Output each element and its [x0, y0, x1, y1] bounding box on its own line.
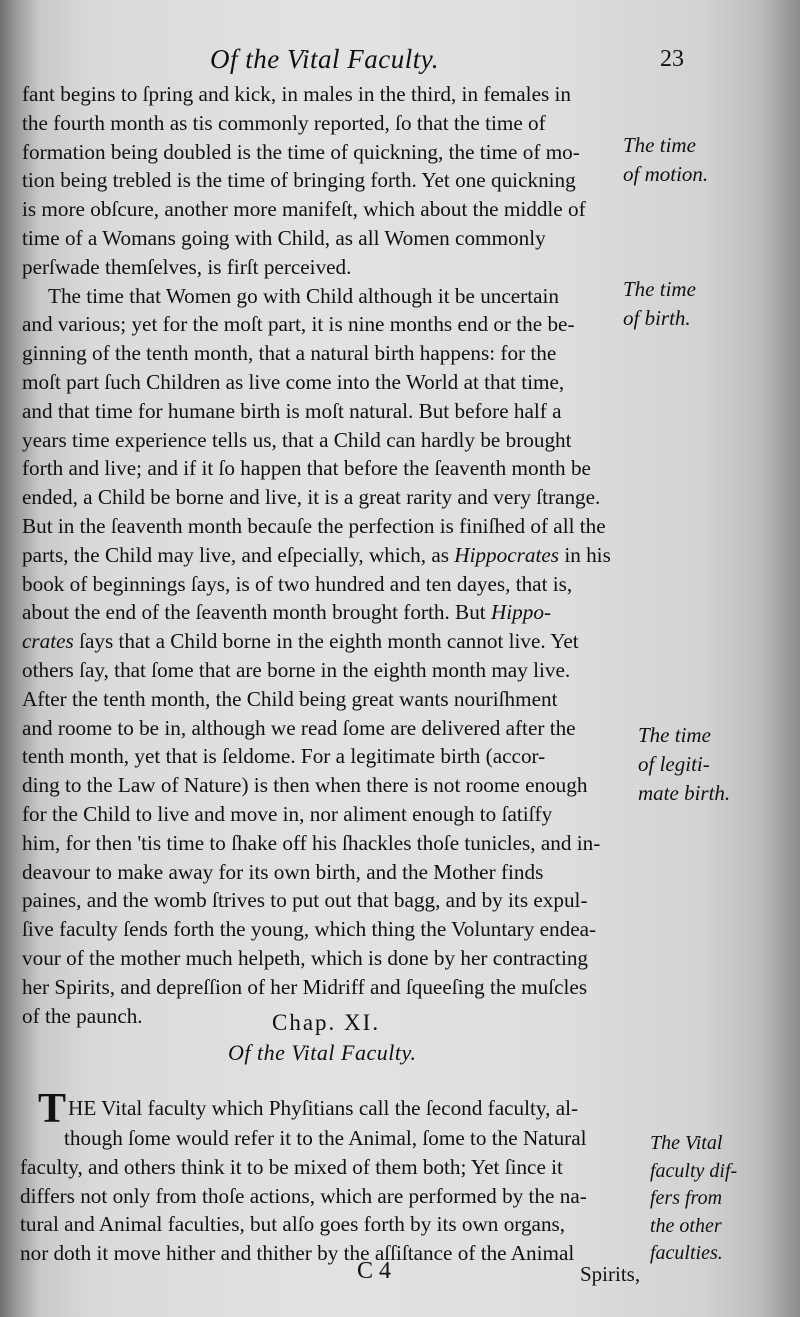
margin-note-time-of-motion	[623, 131, 708, 189]
margin-note-line: The time	[623, 277, 696, 301]
text-line: for the Child to live and move in, nor aliment enough to ſatiſfy	[22, 801, 553, 826]
margin-note-line: the other	[650, 1214, 722, 1237]
margin-note-time-of-birth	[623, 275, 696, 333]
page-number: 23	[660, 46, 684, 72]
text-line: and that time for humane birth is moſt natural. But before half a	[22, 398, 562, 423]
margin-note-line: faculties.	[650, 1242, 723, 1264]
text-line: and various; yet for the moſt part, it is nine months end or the be-	[22, 312, 575, 337]
text-segment: parts, the Child may live, and eſpecially, which, as	[22, 542, 449, 567]
text-line: is more obſcure, another more manifeſt, which about the middle of	[22, 197, 586, 222]
text-line: ding to the Law of Nature) is then when there is not roome enough	[22, 773, 588, 798]
margin-note-line: The time	[638, 723, 711, 747]
margin-note-line: The time	[623, 133, 696, 157]
margin-note-line: of motion.	[623, 161, 709, 186]
text-segment: in his	[559, 542, 611, 567]
text-line: paines, and the womb ſtrives to put out that bagg, and by its expul-	[22, 888, 588, 913]
signature-mark: C 4	[357, 1258, 392, 1284]
text-line: But in the ſeaventh month becauſe the perfection is finiſhed of all the	[22, 513, 606, 538]
text-line: time of a Womans going with Child, as all Women commonly	[22, 225, 546, 250]
text-line	[22, 541, 634, 570]
text-line	[38, 1086, 648, 1132]
text-line: tenth month, yet that is ſeldome. For a legitimate birth (accor-	[22, 744, 546, 769]
text-segment: HE Vital faculty which Phyſitians call the ſecond faculty, al-	[68, 1096, 579, 1120]
margin-note-line: fers from	[650, 1187, 723, 1209]
main-text-section-2	[20, 1086, 648, 1268]
text-line	[22, 627, 634, 656]
margin-note-legitimate-birth	[638, 721, 730, 807]
text-line: differs not only from thoſe actions, which are performed by the na-	[20, 1183, 587, 1208]
text-line: vour of the mother much helpeth, which is done by her contracting	[22, 945, 589, 970]
text-line: The time that Women go with Child although it be uncertain	[48, 283, 560, 308]
text-line: tion being trebled is the time of bringing forth. Yet one quickning	[22, 168, 576, 193]
chapter-subtitle: Of the Vital Faculty.	[228, 1040, 417, 1065]
text-line: others ſay, that ſome that are borne in the eighth month may live.	[22, 657, 571, 682]
text-line: ginning of the tenth month, that a natural birth happens: for the	[22, 341, 557, 366]
text-line: book of beginnings ſays, is of two hundred and ten dayes, that is,	[22, 571, 573, 596]
text-line: him, for then 'tis time to ſhake off his ſhackles thoſe tunicles, and in-	[22, 830, 601, 855]
text-line: tural and Animal faculties, but alſo goes forth by its own organs,	[20, 1212, 566, 1237]
catchword: Spirits,	[580, 1262, 641, 1286]
italic-name: Hippo-	[490, 600, 552, 625]
text-line: ended, a Child be borne and live, it is a great rarity and very ſtrange.	[22, 485, 601, 510]
text-line	[22, 598, 634, 627]
text-line: moſt part ſuch Children as live come into the World at that time,	[22, 369, 565, 394]
text-line: the fourth month as tis commonly reported, ſo that the time of	[22, 110, 546, 135]
text-line: formation being doubled is the time of quickning, the time of mo-	[22, 139, 580, 164]
text-line: of the paunch.	[22, 1003, 143, 1028]
margin-note-line: of legiti-	[638, 751, 710, 776]
text-line: ſive faculty ſends forth the young, which thing the Voluntary endea-	[22, 917, 597, 942]
italic-name: Hippocrates	[454, 542, 560, 567]
text-line: faculty, and others think it to be mixed of them both; Yet ſince it	[20, 1154, 563, 1179]
text-line: nor doth it move hither and thither by the aſſiſtance of the Animal	[20, 1241, 575, 1266]
margin-note-line: faculty dif-	[650, 1159, 738, 1182]
page-footer	[0, 1258, 800, 1298]
text-line: deavour to make away for its own birth, and the Mother finds	[22, 859, 544, 884]
running-title: Of the Vital Faculty.	[210, 44, 439, 74]
italic-name: crates	[22, 629, 74, 654]
margin-note-line: mate birth.	[638, 780, 731, 805]
drop-cap: T	[38, 1086, 67, 1132]
main-text-section-1	[22, 80, 634, 1030]
margin-note-line: The Vital	[650, 1132, 723, 1154]
text-line: her Spirits, and depreſſion of her Midriff and ſqueeſing the muſcles	[22, 974, 588, 999]
text-line: After the tenth month, the Child being great wants nouriſhment	[22, 686, 558, 711]
page-header	[0, 44, 800, 78]
text-line: perſwade themſelves, is firſt perceived.	[22, 254, 352, 279]
text-line: fant begins to ſpring and kick, in males in the third, in females in	[22, 82, 571, 106]
text-line: though ſome would refer it to the Animal, ſome to the Natural	[64, 1126, 587, 1150]
text-segment: ſays that a Child borne in the eighth month cannot live. Yet	[73, 629, 579, 654]
text-line: forth and live; and if it ſo happen that before the ſeaventh month be	[22, 456, 591, 481]
margin-note-line: of birth.	[623, 305, 691, 330]
text-line: years time experience tells us, that a Child can hardly be brought	[22, 427, 572, 452]
chapter-heading: Chap. XI.	[272, 1010, 381, 1035]
text-line: and roome to be in, although we read ſome are delivered after the	[22, 715, 576, 740]
text-segment: about the end of the ſeaventh month brought forth. But	[22, 600, 486, 625]
margin-note-vital-faculty	[650, 1130, 737, 1268]
